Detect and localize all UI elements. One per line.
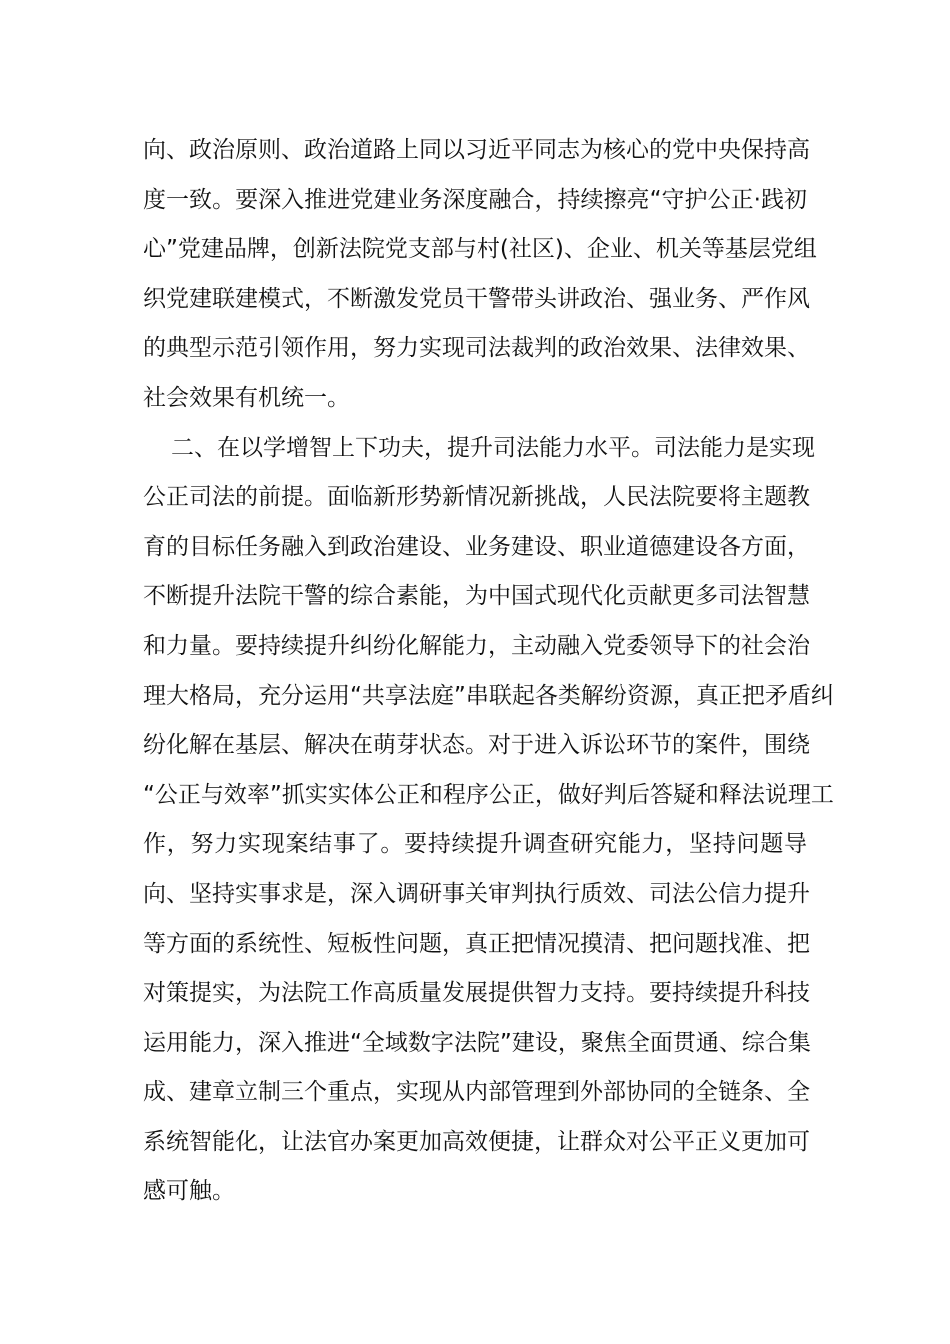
text-line: 的典型示范引领作用，努力实现司法裁判的政治效果、法律效果、 bbox=[143, 335, 810, 362]
text-line: 作，努力实现案结事了。要持续提升调查研究能力，坚持问题导 bbox=[143, 831, 807, 858]
text-line: 社会效果有机统一。 bbox=[143, 384, 350, 411]
text-line: 育的目标任务融入到政治建设、业务建设、职业道德建设各方面， bbox=[143, 533, 810, 560]
text-line: 织党建联建模式，不断激发党员干警带头讲政治、强业务、严作风 bbox=[143, 285, 810, 312]
text-line: 对策提实，为法院工作高质量发展提供智力支持。要持续提升科技 bbox=[143, 980, 810, 1007]
text-line: “公正与效率”抓实实体公正和程序公正，做好判后答疑和释法说理工 bbox=[143, 781, 834, 808]
document-body bbox=[143, 126, 834, 1217]
text-line: 心”党建品牌，创新法院党支部与村(社区)、企业、机关等基层党组 bbox=[143, 236, 817, 263]
text-line: 二、在以学增智上下功夫，提升司法能力水平。司法能力是实现 bbox=[171, 434, 815, 461]
text-line: 和力量。要持续提升纠纷化解能力，主动融入党委领导下的社会治 bbox=[143, 632, 810, 659]
paragraph-1 bbox=[143, 126, 817, 424]
text-line: 度一致。要深入推进党建业务深度融合，持续擦亮“守护公正·践初 bbox=[143, 186, 807, 213]
text-line: 不断提升法院干警的综合素能，为中国式现代化贡献更多司法智慧 bbox=[143, 583, 810, 610]
text-line: 理大格局，充分运用“共享法庭”串联起各类解纷资源，真正把矛盾纠 bbox=[143, 682, 834, 709]
text-line: 向、政治原则、政治道路上同以习近平同志为核心的党中央保持高 bbox=[143, 137, 810, 163]
text-line: 系统智能化，让法官办案更加高效便捷，让群众对公平正义更加可 bbox=[143, 1128, 810, 1155]
text-line: 纷化解在基层、解决在萌芽状态。对于进入诉讼环节的案件，围绕 bbox=[143, 732, 810, 759]
text-line: 成、建章立制三个重点，实现从内部管理到外部协同的全链条、全 bbox=[143, 1079, 810, 1106]
text-line: 运用能力，深入推进“全域数字法院”建设，聚焦全面贯通、综合集 bbox=[143, 1029, 811, 1056]
text-line: 公正司法的前提。面临新形势新情况新挑战，人民法院要将主题教 bbox=[143, 484, 810, 511]
text-line: 等方面的系统性、短板性问题，真正把情况摸清、把问题找准、把 bbox=[143, 930, 810, 957]
text-line: 向、坚持实事求是，深入调研事关审判执行质效、司法公信力提升 bbox=[143, 880, 810, 907]
paragraph-2 bbox=[143, 424, 834, 1218]
text-line: 感可触。 bbox=[143, 1178, 235, 1205]
